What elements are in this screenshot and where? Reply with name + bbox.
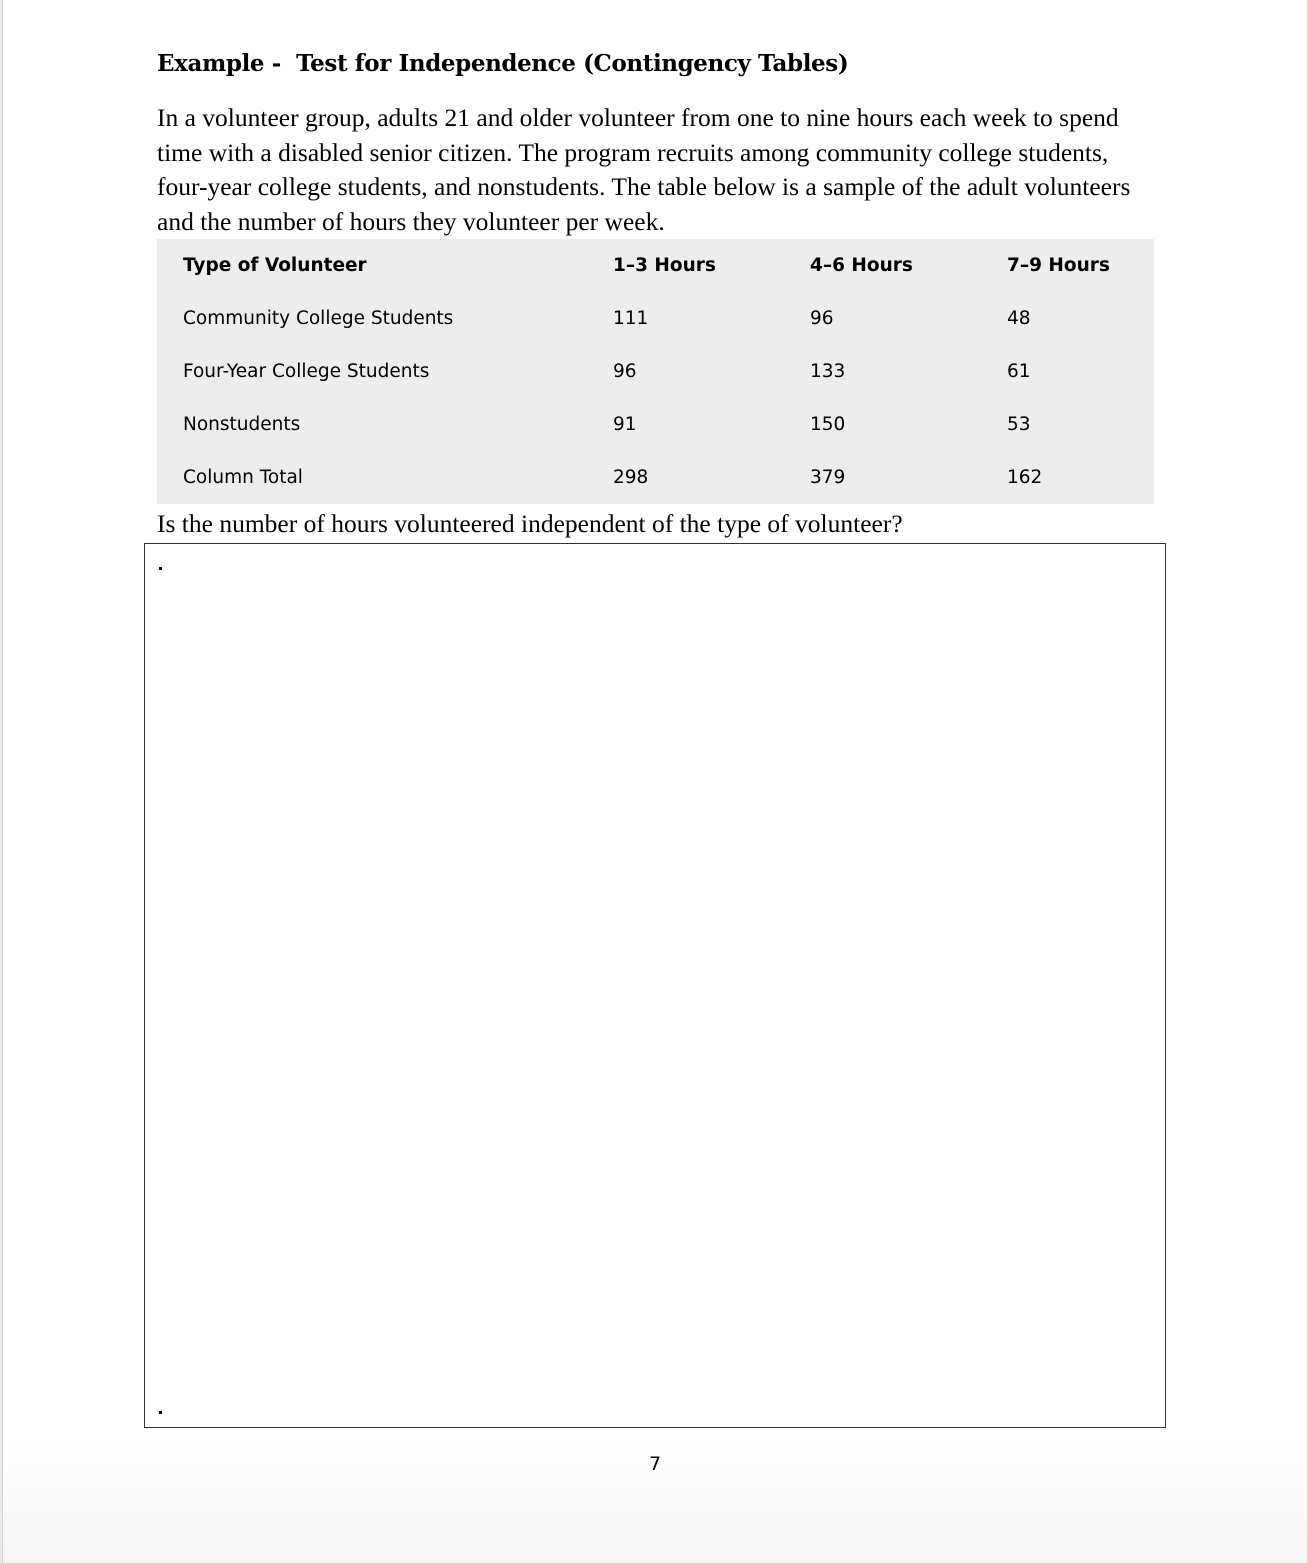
table-cell: 150 xyxy=(810,414,846,435)
table-row xyxy=(157,292,1154,345)
table-row xyxy=(157,345,1154,398)
table-cell: 96 xyxy=(613,361,637,382)
question-text: Is the number of hours volunteered independent of the type of volunteer? xyxy=(157,509,903,538)
column-header: 7–9 Hours xyxy=(1007,255,1110,276)
table-cell: 61 xyxy=(1007,361,1031,382)
intro-paragraph: In a volunteer group, adults 21 and older volunteer from one to nine hours each week to spend time with a disabled senior citizen. The program recruits among community college students, four-year college students, and nonstudents. The table below is a sample of the adult volunteers and the number of hours they volunteer per week. xyxy=(157,103,1131,236)
answer-box[interactable] xyxy=(144,543,1166,1428)
row-label: Community College Students xyxy=(183,308,454,329)
table-cell: 379 xyxy=(810,467,846,488)
row-label: Four-Year College Students xyxy=(183,361,430,382)
row-label: Nonstudents xyxy=(183,414,301,435)
table-total-row xyxy=(157,451,1154,504)
column-header: 4–6 Hours xyxy=(810,255,913,276)
table-row xyxy=(157,398,1154,451)
table-cell: 111 xyxy=(613,308,649,329)
table-cell: 162 xyxy=(1007,467,1043,488)
table-header-row xyxy=(157,239,1154,292)
page-number: 7 xyxy=(648,1453,662,1475)
table-cell: 133 xyxy=(810,361,846,382)
bullet-dot xyxy=(159,1411,162,1414)
table-cell: 91 xyxy=(613,414,637,435)
contingency-table xyxy=(157,239,1154,504)
table-cell: 298 xyxy=(613,467,649,488)
bullet-dot xyxy=(159,567,162,570)
column-header: 1–3 Hours xyxy=(613,255,716,276)
document-page xyxy=(2,0,1308,1563)
column-header: Type of Volunteer xyxy=(183,255,367,276)
page-title: Example - Test for Independence (Contingency Tables) xyxy=(157,50,849,77)
row-label: Column Total xyxy=(183,467,303,488)
table-cell: 96 xyxy=(810,308,834,329)
table-cell: 48 xyxy=(1007,308,1031,329)
table-cell: 53 xyxy=(1007,414,1031,435)
